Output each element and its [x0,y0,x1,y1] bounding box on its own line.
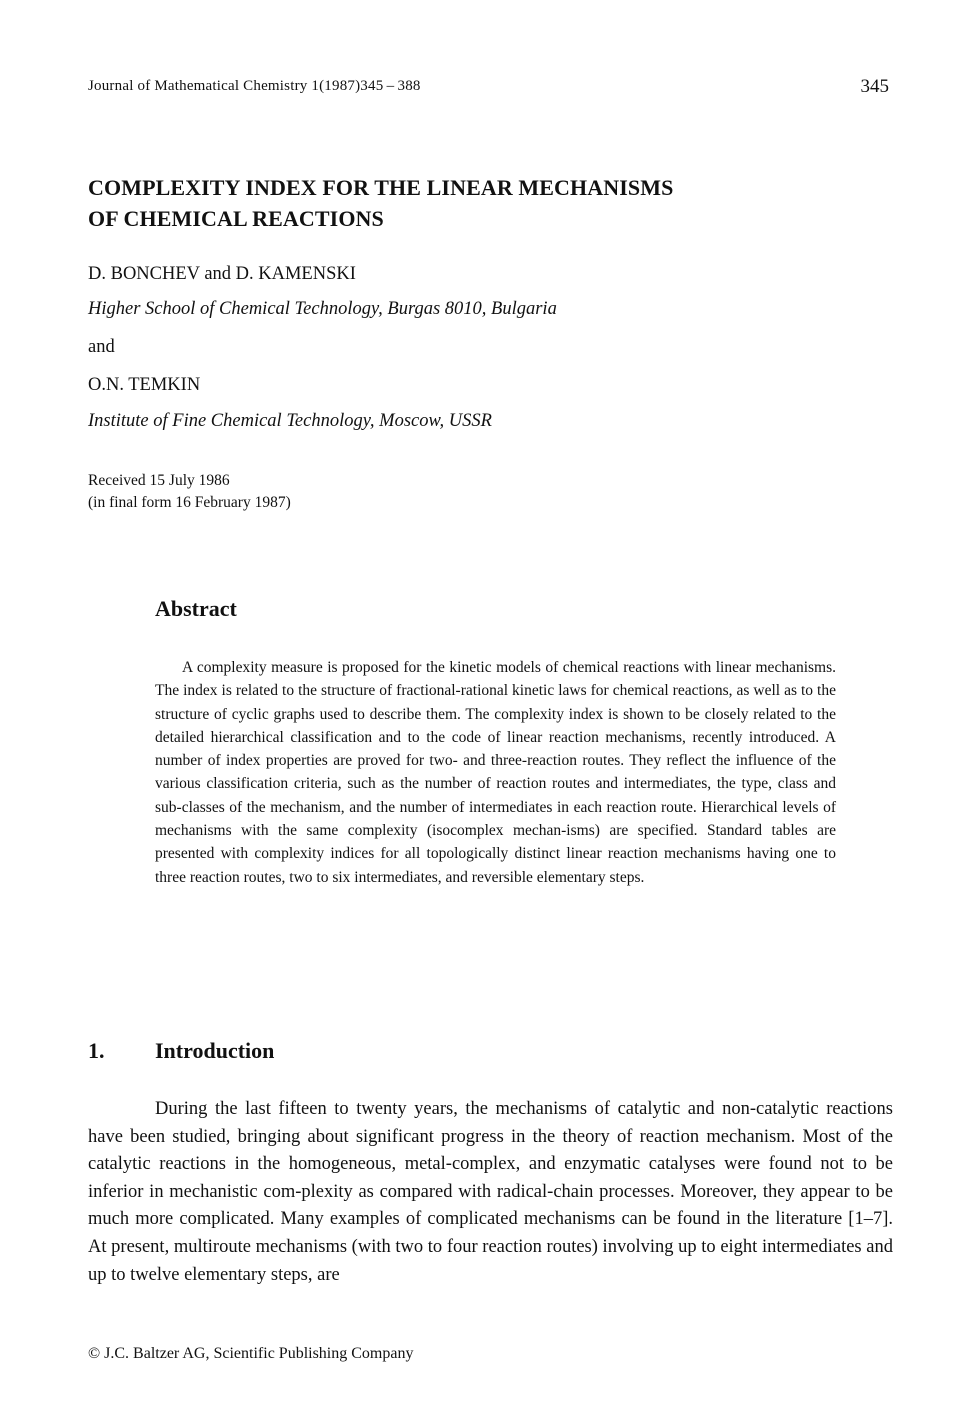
affiliation-1: Higher School of Chemical Technology, Burgas 8010, Bulgaria [88,299,557,319]
abstract-paragraph: A complexity measure is proposed for the kinetic models of chemical reactions with linear mechanisms. The index is related to the structure of fractional-rational kinetic laws for chemical reactions, as well as to the structure of cyclic graphs used to describe them. The complexity index is shown to be closely related to the detailed hierarchical classification and to the code of linear reaction mechanisms, recently introduced. A number of index properties are proved for two- and three-reaction routes. They reflect the influence of the various classification criteria, such as the number of reaction routes and intermediates, the type, class and sub-classes of the mechanism, and the number of intermediates in each reaction route. Hierarchical levels of mechanisms with the same complexity (isocomplex mechan-isms) are specified. Standard tables are presented with complexity indices for all topologically distinct linear reaction mechanisms having one to three reaction routes, two to six intermediates, and reversible elementary steps. [155,659,836,886]
section-title: Introduction [155,1038,275,1063]
section-number: 1. [88,1038,105,1063]
copyright-footer: © J.C. Baltzer AG, Scientific Publishing Company [88,1345,414,1362]
abstract-body [155,656,836,889]
abstract-heading: Abstract [155,596,237,621]
author-conjunction: and [88,337,115,357]
received-dates [88,470,291,514]
title-line-2: OF CHEMICAL REACTIONS [88,206,384,231]
author-group-1: D. BONCHEV and D. KAMENSKI [88,264,356,284]
final-form-date: (in final form 16 February 1987) [88,494,291,511]
author-group-2: O.N. TEMKIN [88,375,201,395]
page-number: 345 [860,76,889,97]
running-head: Journal of Mathematical Chemistry 1(1987)345 – 388 [88,78,421,94]
paper-title [88,172,673,234]
introduction-paragraph: During the last fifteen to twenty years, the mechanisms of catalytic and non-catalytic reactions have been studied, bringing about significant progress in the theory of reaction mechanism. Most of the catalytic reactions in the homogeneous, metal-complex, and enzymatic catalyses were found not to be inferior in mechanistic com-plexity as compared with radical-chain processes. Moreover, they appear to be much more complicated. Many examples of complicated mechanisms can be found in the literature [1–7]. At present, multiroute mechanisms (with two to four reaction routes) involving up to eight intermediates and up to twelve elementary steps, are [88,1099,893,1285]
affiliation-2: Institute of Fine Chemical Technology, Moscow, USSR [88,411,492,431]
received-date: Received 15 July 1986 [88,472,230,489]
title-line-1: COMPLEXITY INDEX FOR THE LINEAR MECHANISMS [88,175,674,200]
introduction-body [88,1096,893,1289]
